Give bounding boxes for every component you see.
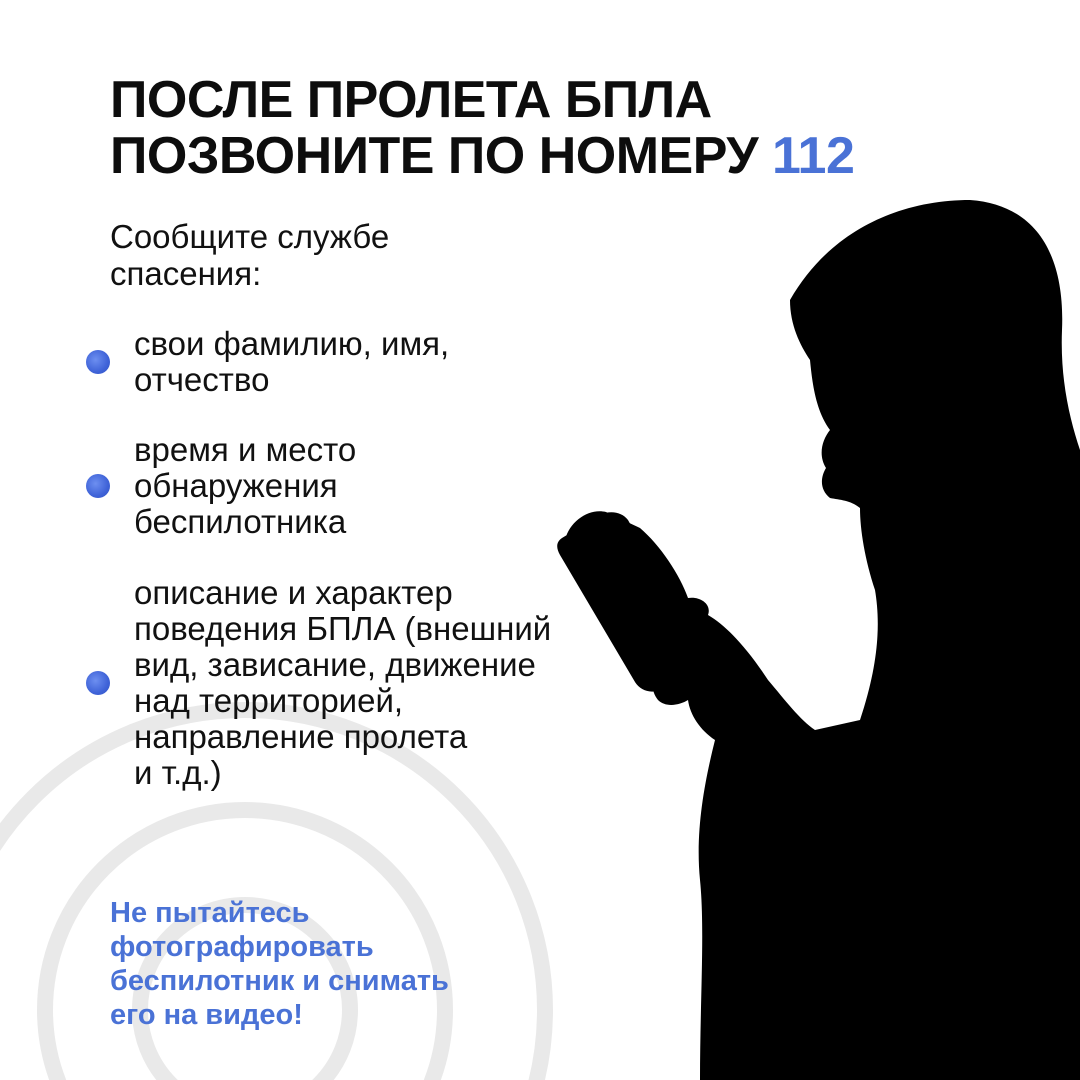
page-title [110,72,854,184]
title-line-1: ПОСЛЕ ПРОЛЕТА БПЛА [110,71,712,129]
blue-dot-icon [86,671,110,695]
intro-text: Сообщите службе спасения: [110,218,390,292]
list-item-text: описание и характер поведения БПЛА (внешний вид, зависание, движение над территорией, направление пролета и т.д.) [134,574,552,791]
list-item [86,575,551,791]
emergency-number: 112 [772,127,855,185]
blue-dot-icon [86,474,110,498]
list-item [86,432,356,540]
list-item [86,326,449,398]
blue-dot-icon [86,350,110,374]
warning-text: Не пытайтесь фотографировать беспилотник и снимать его на видео! [110,897,449,1031]
list-item-text: свои фамилию, имя, отчество [134,325,450,398]
title-line-2 [110,128,854,184]
title-line-2-text: ПОЗВОНИТЕ ПО НОМЕРУ [110,127,759,185]
list-item-text: время и место обнаружения беспилотника [134,431,357,540]
